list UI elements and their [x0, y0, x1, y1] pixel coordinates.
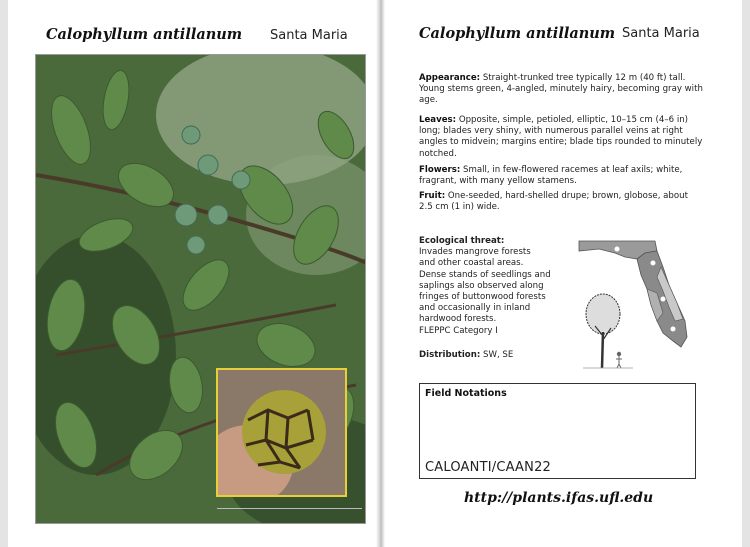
field-notations-box[interactable] — [419, 383, 696, 479]
field-notations-heading: Field Notations — [425, 388, 507, 399]
ecological-threat — [419, 236, 579, 337]
appearance-text: Straight-trunked tree typically 12 m (40 ft) tall. Young stems green, 4-angled, minutely hairy, becoming gray with age. — [419, 73, 703, 106]
threat-heading: Ecological threat: — [419, 236, 505, 246]
website-link[interactable]: http://plants.ifas.ufl.edu — [464, 490, 654, 506]
threat-line: hardwood forests. — [419, 314, 497, 325]
right-species-title: Calophyllum antillanum — [419, 25, 616, 42]
right-location: Santa Maria — [622, 26, 700, 41]
leaves-section — [419, 115, 704, 160]
threat-line: Invades mangrove forests — [419, 247, 531, 258]
fruit-section — [419, 191, 704, 213]
book-spine — [376, 0, 385, 547]
threat-line: fringes of buttonwood forests — [419, 292, 546, 303]
threat-line: and other coastal areas. — [419, 258, 524, 269]
left-species-title: Calophyllum antillanum — [46, 26, 243, 43]
inset-caption-rule — [217, 508, 362, 509]
left-location: Santa Maria — [270, 28, 348, 43]
threat-line: Dense stands of seedlings and — [419, 269, 551, 280]
fruit-inset-photo — [216, 368, 347, 497]
threat-line: and occasionally in inland — [419, 303, 531, 314]
appearance-section — [419, 73, 704, 107]
flowers-section — [419, 165, 704, 187]
fruit-text: One-seeded, hard-shelled drupe; brown, globose, about 2.5 cm (1 in) wide. — [419, 191, 688, 213]
threat-line: FLEPPC Category I — [419, 325, 498, 336]
distribution-label: Distribution: — [419, 350, 481, 360]
distribution-value: SW, SE — [483, 350, 514, 360]
distribution — [419, 350, 513, 360]
tree-silhouette-icon — [583, 292, 633, 374]
leaves-label: Leaves: — [419, 115, 457, 125]
fruit-label: Fruit: — [419, 191, 446, 201]
threat-line: saplings also observed along — [419, 280, 544, 291]
appearance-label: Appearance: — [419, 73, 481, 83]
flowers-text: Small, in few-flowered racemes at leaf axils; white, fragrant, with many yellow stamens. — [419, 165, 683, 187]
leaves-text: Opposite, simple, petioled, elliptic, 10–15 cm (4–6 in) long; blades very shiny, with numerous parallel veins at right angles to midvein; margins entire; blade tips rounded to minutely notched. — [419, 115, 703, 159]
species-code: CALOANTI/CAAN22 — [425, 460, 552, 475]
flowers-label: Flowers: — [419, 165, 461, 175]
plant-photo — [35, 54, 366, 524]
